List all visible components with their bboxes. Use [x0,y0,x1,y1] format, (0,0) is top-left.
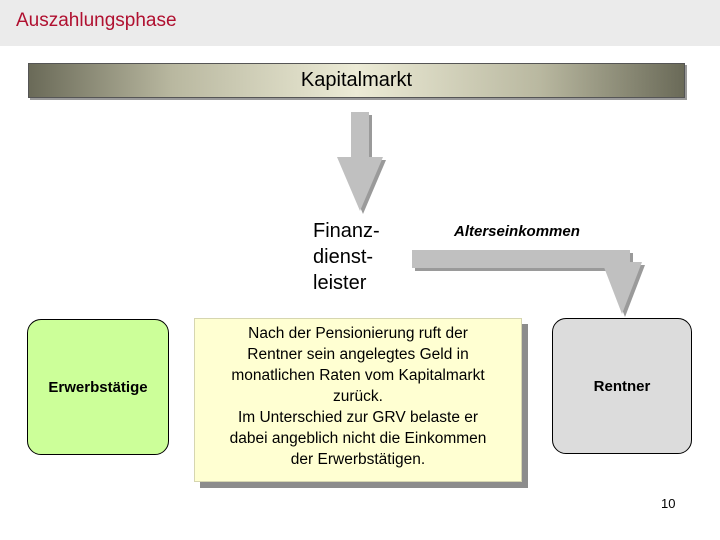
erwerbstaetige-label: Erwerbstätige [48,378,148,396]
note-text [195,323,521,470]
note-line: zurück. [333,388,383,405]
note-line: Rentner sein angelegtes Geld in [247,346,469,363]
down-arrow-kapitalmarkt [337,112,383,211]
explanation-note [194,318,522,482]
finanzdienstleister-line: dienst- [313,246,374,268]
rentner-label: Rentner [593,377,651,395]
alterseinkommen-label: Alterseinkommen [454,223,580,240]
note-line: monatlichen Raten vom Kapitalmarkt [231,367,485,384]
finanzdienstleister-line: Finanz- [313,220,380,242]
note-line: Nach der Pensionierung ruft der [248,325,468,342]
note-line: Im Unterschied zur GRV belaste er [237,409,479,426]
note-line: dabei angeblich nicht die Einkommen [229,430,487,447]
elbow-arrow-alterseinkommen [412,250,642,314]
note-line: der Erwerbstätigen. [290,451,426,468]
rentner-box [552,318,692,454]
page-number: 10 [661,496,676,511]
slide-title: Auszahlungsphase [16,10,177,31]
erwerbstaetige-box [27,319,169,455]
kapitalmarkt-label: Kapitalmarkt [300,69,413,91]
finanzdienstleister-line: leister [313,272,367,294]
finanzdienstleister-label [313,218,380,296]
